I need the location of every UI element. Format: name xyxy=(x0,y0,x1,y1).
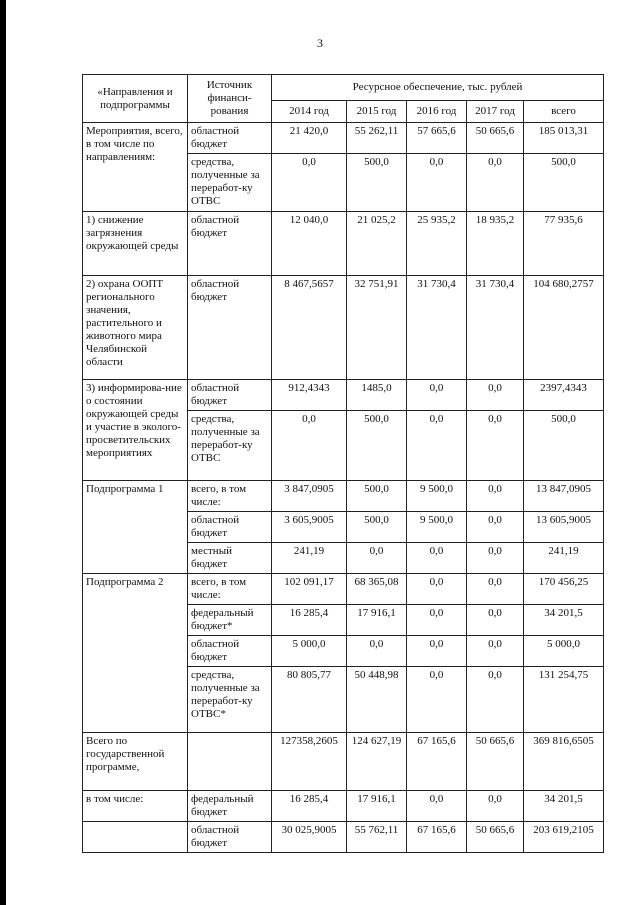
value-cell: 0,0 xyxy=(407,154,467,212)
value-cell: 50 665,6 xyxy=(467,733,524,791)
source-cell: средства, полученные за переработ-ку ОТВС xyxy=(188,154,272,212)
value-cell: 102 091,17 xyxy=(272,574,347,605)
header-total: всего xyxy=(524,101,604,123)
value-cell: 0,0 xyxy=(467,667,524,733)
value-cell: 50 665,6 xyxy=(467,123,524,154)
total-cell: 104 680,2757 xyxy=(524,276,604,380)
total-cell: 185 013,31 xyxy=(524,123,604,154)
total-cell: 34 201,5 xyxy=(524,791,604,822)
table-row xyxy=(83,123,604,154)
value-cell: 9 500,0 xyxy=(407,481,467,512)
value-cell: 127358,2605 xyxy=(272,733,347,791)
value-cell: 500,0 xyxy=(347,512,407,543)
total-cell: 34 201,5 xyxy=(524,605,604,636)
source-cell xyxy=(188,733,272,791)
total-cell: 500,0 xyxy=(524,411,604,481)
source-cell: всего, в том числе: xyxy=(188,481,272,512)
value-cell: 0,0 xyxy=(467,543,524,574)
header-resources: Ресурсное обеспечение, тыс. рублей xyxy=(272,75,604,101)
value-cell: 0,0 xyxy=(347,543,407,574)
source-cell: областной бюджет xyxy=(188,212,272,276)
scan-edge-bar xyxy=(0,0,6,905)
value-cell: 0,0 xyxy=(347,636,407,667)
value-cell: 3 605,9005 xyxy=(272,512,347,543)
value-cell: 0,0 xyxy=(467,411,524,481)
total-cell: 2397,4343 xyxy=(524,380,604,411)
value-cell: 0,0 xyxy=(272,411,347,481)
value-cell: 0,0 xyxy=(467,154,524,212)
total-cell: 13 847,0905 xyxy=(524,481,604,512)
source-cell: местный бюджет xyxy=(188,543,272,574)
total-cell: 131 254,75 xyxy=(524,667,604,733)
source-cell: средства, полученные за переработ-ку ОТВС* xyxy=(188,667,272,733)
header-year-2015: 2015 год xyxy=(347,101,407,123)
value-cell: 21 025,2 xyxy=(347,212,407,276)
header-year-2014: 2014 год xyxy=(272,101,347,123)
value-cell: 0,0 xyxy=(407,791,467,822)
direction-cell: 3) информирова-ние о состоянии окружающей среды и участие в эколого-просветительских мероприятиях xyxy=(83,380,188,481)
table-row xyxy=(83,481,604,512)
value-cell: 241,19 xyxy=(272,543,347,574)
value-cell: 57 665,6 xyxy=(407,123,467,154)
value-cell: 0,0 xyxy=(467,512,524,543)
value-cell: 500,0 xyxy=(347,411,407,481)
page-number: 3 xyxy=(317,36,323,50)
table-row xyxy=(83,822,604,853)
source-cell: областной бюджет xyxy=(188,822,272,853)
direction-cell: Всего по государственной программе, xyxy=(83,733,188,791)
value-cell: 0,0 xyxy=(407,636,467,667)
value-cell: 0,0 xyxy=(407,411,467,481)
table-row xyxy=(83,380,604,411)
source-cell: федеральный бюджет* xyxy=(188,605,272,636)
header-year-2017: 2017 год xyxy=(467,101,524,123)
source-cell: областной бюджет xyxy=(188,276,272,380)
header-year-2016: 2016 год xyxy=(407,101,467,123)
value-cell: 25 935,2 xyxy=(407,212,467,276)
direction-cell: в том числе: xyxy=(83,791,188,822)
value-cell: 17 916,1 xyxy=(347,791,407,822)
value-cell: 1485,0 xyxy=(347,380,407,411)
value-cell: 0,0 xyxy=(407,667,467,733)
table-row xyxy=(83,574,604,605)
total-cell: 77 935,6 xyxy=(524,212,604,276)
resource-table xyxy=(82,74,604,853)
value-cell: 55 762,11 xyxy=(347,822,407,853)
table-row xyxy=(83,276,604,380)
direction-cell: 1) снижение загрязнения окружающей среды xyxy=(83,212,188,276)
direction-cell: 2) охрана ООПТ регионального значения, растительного и животного мира Челябинской области xyxy=(83,276,188,380)
direction-cell: Мероприятия, всего, в том числе по направлениям: xyxy=(83,123,188,212)
value-cell: 3 847,0905 xyxy=(272,481,347,512)
value-cell: 0,0 xyxy=(272,154,347,212)
total-cell: 5 000,0 xyxy=(524,636,604,667)
value-cell: 12 040,0 xyxy=(272,212,347,276)
total-cell: 13 605,9005 xyxy=(524,512,604,543)
value-cell: 912,4343 xyxy=(272,380,347,411)
value-cell: 0,0 xyxy=(407,543,467,574)
value-cell: 9 500,0 xyxy=(407,512,467,543)
direction-cell: Подпрограмма 2 xyxy=(83,574,188,733)
total-cell: 369 816,6505 xyxy=(524,733,604,791)
value-cell: 50 448,98 xyxy=(347,667,407,733)
value-cell: 67 165,6 xyxy=(407,733,467,791)
value-cell: 16 285,4 xyxy=(272,791,347,822)
total-cell: 170 456,25 xyxy=(524,574,604,605)
source-cell: средства, полученные за переработ-ку ОТВС xyxy=(188,411,272,481)
value-cell: 500,0 xyxy=(347,154,407,212)
table-row xyxy=(83,791,604,822)
value-cell: 0,0 xyxy=(467,636,524,667)
value-cell: 67 165,6 xyxy=(407,822,467,853)
source-cell: всего, в том числе: xyxy=(188,574,272,605)
value-cell: 0,0 xyxy=(407,380,467,411)
total-cell: 203 619,2105 xyxy=(524,822,604,853)
total-cell: 500,0 xyxy=(524,154,604,212)
value-cell: 0,0 xyxy=(467,791,524,822)
value-cell: 30 025,9005 xyxy=(272,822,347,853)
direction-cell xyxy=(83,822,188,853)
header-directions: «Направления и подпрограммы xyxy=(83,75,188,123)
value-cell: 18 935,2 xyxy=(467,212,524,276)
value-cell: 31 730,4 xyxy=(467,276,524,380)
source-cell: областной бюджет xyxy=(188,123,272,154)
value-cell: 0,0 xyxy=(467,574,524,605)
value-cell: 0,0 xyxy=(467,605,524,636)
total-cell: 241,19 xyxy=(524,543,604,574)
value-cell: 16 285,4 xyxy=(272,605,347,636)
value-cell: 55 262,11 xyxy=(347,123,407,154)
source-cell: федеральный бюджет xyxy=(188,791,272,822)
value-cell: 0,0 xyxy=(407,605,467,636)
value-cell: 0,0 xyxy=(467,380,524,411)
value-cell: 50 665,6 xyxy=(467,822,524,853)
source-cell: областной бюджет xyxy=(188,636,272,667)
value-cell: 31 730,4 xyxy=(407,276,467,380)
value-cell: 0,0 xyxy=(467,481,524,512)
value-cell: 500,0 xyxy=(347,481,407,512)
value-cell: 80 805,77 xyxy=(272,667,347,733)
source-cell: областной бюджет xyxy=(188,380,272,411)
value-cell: 32 751,91 xyxy=(347,276,407,380)
table-row xyxy=(83,212,604,276)
value-cell: 68 365,08 xyxy=(347,574,407,605)
header-source: Источник финанси-рования xyxy=(188,75,272,123)
table-row xyxy=(83,733,604,791)
value-cell: 5 000,0 xyxy=(272,636,347,667)
value-cell: 124 627,19 xyxy=(347,733,407,791)
value-cell: 21 420,0 xyxy=(272,123,347,154)
value-cell: 17 916,1 xyxy=(347,605,407,636)
value-cell: 0,0 xyxy=(407,574,467,605)
source-cell: областной бюджет xyxy=(188,512,272,543)
direction-cell: Подпрограмма 1 xyxy=(83,481,188,574)
value-cell: 8 467,5657 xyxy=(272,276,347,380)
